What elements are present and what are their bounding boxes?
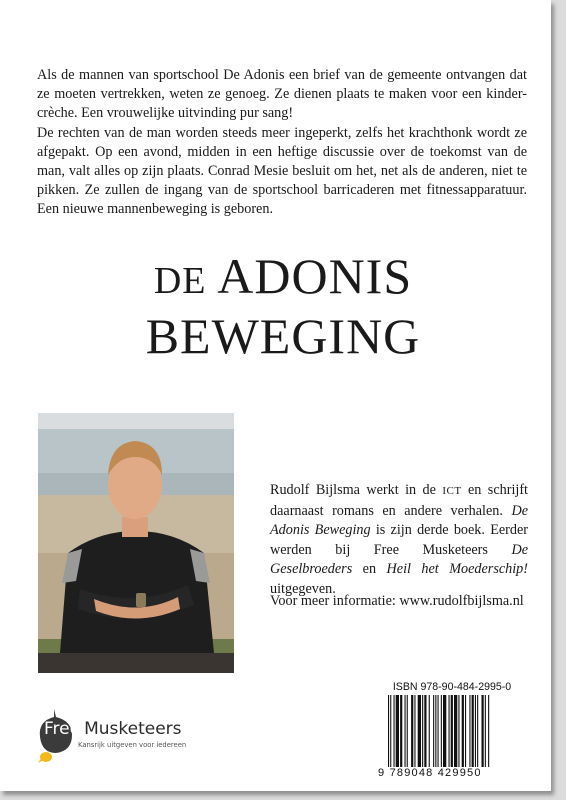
more-info: Voor meer informatie: www.rudolfbijlsma.nl bbox=[270, 593, 524, 609]
blurb-paragraph-2: De rechten van de man worden steeds meer ingeperkt, zelfs het krachthonk wordt ze afgepakt. Op een avond, midden in een heftige discussie over de toekomst van de man, valt alles op zijn plaats. Conrad Mesie besluit om het, net als de anderen, niet te pikken. Ze zullen de ingang van de sportschool barricaderen met fitnessapparatuur. Een nieuwe mannenbeweging is geboren. bbox=[37, 124, 527, 218]
blurb bbox=[37, 66, 527, 220]
publisher-tagline: Kansrijk uitgeven voor iedereen bbox=[78, 741, 187, 749]
barcode-bars bbox=[388, 695, 524, 767]
bio-text-2: en schrijft daarnaast romans en andere verhalen. bbox=[270, 482, 528, 519]
title-main: ADONIS bbox=[217, 248, 413, 304]
bio-book-title: De Adonis Beweging bbox=[270, 502, 528, 539]
bio-text-4: en bbox=[352, 561, 387, 578]
bio-other-book-1: De Geselbroeders bbox=[270, 541, 528, 578]
book-title-line-2: BEWEGING bbox=[145, 308, 421, 364]
bio-text-5: uitgegeven. bbox=[270, 580, 336, 597]
bio-text-3: is zijn derde boek. Eerder werden bij Free Musketeers bbox=[270, 522, 528, 558]
title-prefix: DE bbox=[153, 260, 207, 302]
barcode-digits: 9 789048 429950 bbox=[378, 767, 482, 779]
publisher-logo bbox=[36, 705, 226, 765]
blurb-paragraph-1: Als de mannen van sportschool De Adonis een brief van de gemeente ontvangen dat ze moeten vertrekken, weten ze genoeg. Ze dienen plaats te maken voor een kinder-crèche. Een vrouwelijke uitvinding pur sang! bbox=[37, 67, 527, 122]
author-photo-image bbox=[38, 413, 234, 673]
publisher-name-free: Free bbox=[44, 719, 81, 739]
book-title-line-1 bbox=[0, 248, 566, 309]
author-bio bbox=[270, 481, 528, 600]
isbn-barcode bbox=[376, 681, 528, 783]
publisher-name-musketeers: Musketeers bbox=[84, 719, 182, 739]
isbn-label: ISBN 978-90-484-2995-0 bbox=[392, 681, 512, 693]
bio-text-1: Rudolf Bijlsma werkt in de bbox=[270, 482, 443, 498]
author-photo bbox=[38, 413, 234, 673]
publisher-name bbox=[44, 719, 182, 739]
bio-other-book-2: Heil het Moederschip! bbox=[386, 561, 528, 578]
bio-ict: ICT bbox=[442, 485, 462, 497]
